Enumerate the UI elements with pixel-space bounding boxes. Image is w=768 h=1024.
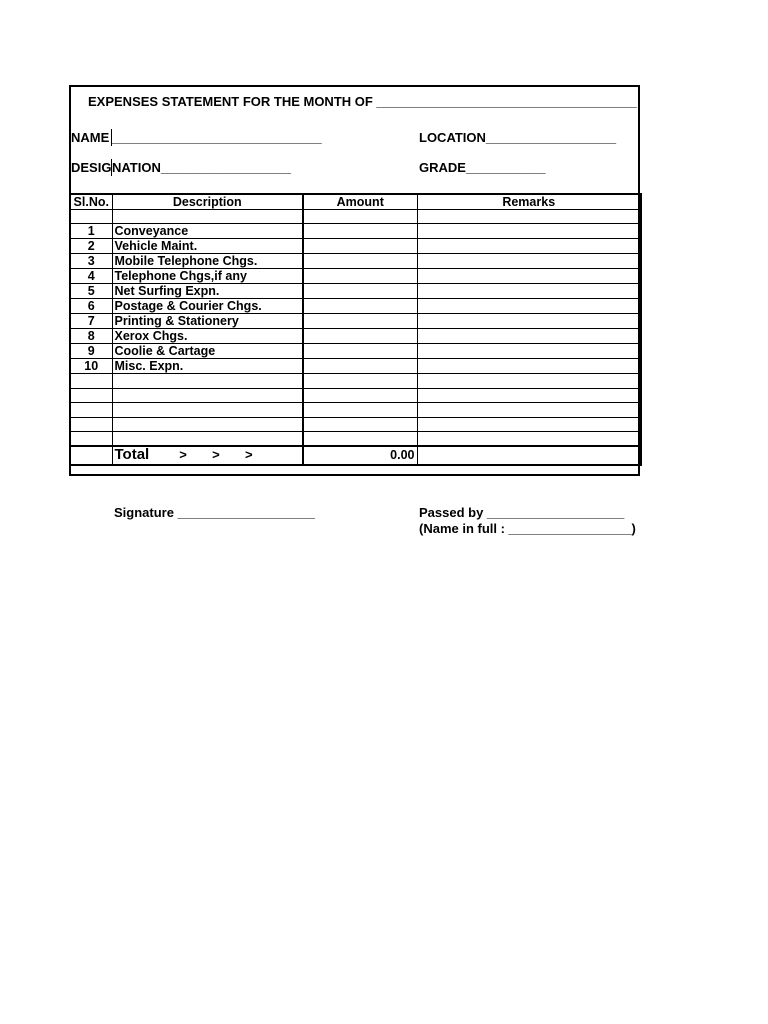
description-cell: [112, 417, 303, 431]
amount-cell[interactable]: [303, 284, 417, 299]
amount-cell[interactable]: [303, 254, 417, 269]
remarks-cell[interactable]: [417, 284, 641, 299]
remarks-cell[interactable]: [417, 374, 641, 388]
sl-no-cell: 4: [70, 269, 112, 284]
amount-cell[interactable]: [303, 224, 417, 239]
total-row: [70, 446, 641, 465]
header-amount: Amount: [303, 194, 417, 210]
description-cell: [112, 210, 303, 224]
table-row: [70, 314, 641, 329]
sl-no-cell: 2: [70, 239, 112, 254]
amount-cell[interactable]: [303, 210, 417, 224]
table-row: [70, 254, 641, 269]
amount-cell[interactable]: [303, 417, 417, 431]
amount-cell[interactable]: [303, 374, 417, 388]
table-row-blank: [70, 431, 641, 445]
sl-no-cell: 7: [70, 314, 112, 329]
description-cell: Vehicle Maint.: [112, 239, 303, 254]
description-cell: Net Surfing Expn.: [112, 284, 303, 299]
table-row: [70, 239, 641, 254]
description-cell: Printing & Stationery: [112, 314, 303, 329]
total-arrows: > > >: [179, 447, 253, 463]
designation-field[interactable]: NATION__________________: [112, 160, 292, 175]
expense-table: [69, 193, 642, 466]
remarks-cell[interactable]: [417, 254, 641, 269]
description-cell: Xerox Chgs.: [112, 329, 303, 344]
remarks-cell[interactable]: [417, 417, 641, 431]
designation-label-left: DESIG: [71, 160, 112, 175]
name-field[interactable]: _____________________________: [112, 130, 322, 145]
remarks-cell[interactable]: [417, 224, 641, 239]
sl-no-cell: 8: [70, 329, 112, 344]
location-field[interactable]: LOCATION__________________: [419, 130, 617, 145]
remarks-cell[interactable]: [417, 431, 641, 445]
grade-field[interactable]: GRADE___________: [419, 160, 546, 175]
amount-cell[interactable]: [303, 269, 417, 284]
remarks-cell[interactable]: [417, 344, 641, 359]
header-remarks: Remarks: [417, 194, 641, 210]
remarks-cell[interactable]: [417, 210, 641, 224]
total-label: Total: [114, 446, 150, 464]
sl-no-cell: [70, 388, 112, 402]
sl-no-cell: 10: [70, 359, 112, 374]
amount-cell[interactable]: [303, 314, 417, 329]
sl-no-cell: 9: [70, 344, 112, 359]
sl-no-cell: [70, 374, 112, 388]
sl-no-cell: 3: [70, 254, 112, 269]
remarks-cell[interactable]: [417, 269, 641, 284]
amount-cell[interactable]: [303, 299, 417, 314]
table-row: [70, 344, 641, 359]
total-label-cell: [112, 446, 303, 465]
name-label: NAME: [71, 130, 110, 145]
table-row: [70, 284, 641, 299]
description-cell: Misc. Expn.: [112, 359, 303, 374]
sl-no-cell: 1: [70, 224, 112, 239]
total-empty-cell: [70, 446, 112, 465]
total-amount-cell: 0.00: [303, 446, 417, 465]
header-description: Description: [112, 194, 303, 210]
amount-cell[interactable]: [303, 359, 417, 374]
table-row-blank: [70, 403, 641, 417]
table-row-blank: [70, 374, 641, 388]
table-row: [70, 329, 641, 344]
description-cell: [112, 388, 303, 402]
description-cell: [112, 431, 303, 445]
table-row: [70, 359, 641, 374]
table-row-blank: [70, 417, 641, 431]
sl-no-cell: [70, 431, 112, 445]
passed-by-line: Passed by ___________________: [419, 505, 625, 520]
header-sl-no: Sl.No.: [70, 194, 112, 210]
amount-cell[interactable]: [303, 239, 417, 254]
amount-cell[interactable]: [303, 329, 417, 344]
remarks-cell[interactable]: [417, 403, 641, 417]
name-in-full-line: (Name in full : _________________): [419, 521, 636, 536]
table-row-blank: [70, 210, 641, 224]
description-cell: [112, 374, 303, 388]
description-cell: Postage & Courier Chgs.: [112, 299, 303, 314]
table-row: [70, 269, 641, 284]
description-cell: Telephone Chgs,if any: [112, 269, 303, 284]
amount-cell[interactable]: [303, 431, 417, 445]
remarks-cell[interactable]: [417, 388, 641, 402]
signature-line: Signature ___________________: [114, 505, 315, 520]
description-cell: [112, 403, 303, 417]
table-header-row: [70, 194, 641, 210]
total-remarks-cell: [417, 446, 641, 465]
remarks-cell[interactable]: [417, 329, 641, 344]
description-cell: Mobile Telephone Chgs.: [112, 254, 303, 269]
amount-cell[interactable]: [303, 388, 417, 402]
sl-no-cell: [70, 403, 112, 417]
sl-no-cell: [70, 210, 112, 224]
form-title: EXPENSES STATEMENT FOR THE MONTH OF ____________________________________: [88, 94, 637, 109]
amount-cell[interactable]: [303, 344, 417, 359]
table-row: [70, 299, 641, 314]
table-row: [70, 224, 641, 239]
remarks-cell[interactable]: [417, 314, 641, 329]
description-cell: Coolie & Cartage: [112, 344, 303, 359]
description-cell: Conveyance: [112, 224, 303, 239]
sl-no-cell: 5: [70, 284, 112, 299]
amount-cell[interactable]: [303, 403, 417, 417]
remarks-cell[interactable]: [417, 299, 641, 314]
remarks-cell[interactable]: [417, 359, 641, 374]
sl-no-cell: [70, 417, 112, 431]
sl-no-cell: 6: [70, 299, 112, 314]
remarks-cell[interactable]: [417, 239, 641, 254]
table-row-blank: [70, 388, 641, 402]
